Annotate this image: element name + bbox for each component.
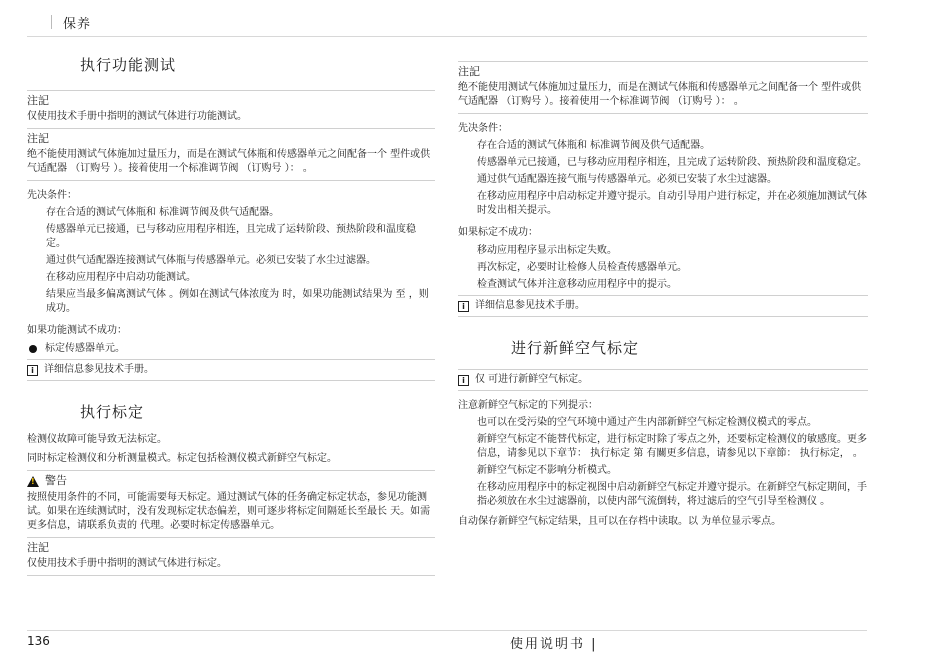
- info-text: 详细信息参见技术手册。: [44, 364, 154, 375]
- section-header: 保养: [63, 17, 92, 32]
- divider: [458, 113, 868, 114]
- divider: [27, 180, 435, 181]
- note-text: 绝不能使用测试气体施加过量压力，而是在测试气体瓶和传感器单元之间配备一个 型件或供气适配器 （订购号 ）。接着使用一个标准调节阀 （订购号 ）： 。: [27, 149, 431, 174]
- note-text: 仅使用技术手册中指明的测试气体进行功能测试。: [27, 111, 247, 122]
- warning-icon: !: [27, 476, 39, 487]
- right-column: [458, 61, 868, 529]
- prereq-item: 传感器单元已接通，已与移动应用程序相连，且完成了运转阶段、预热阶段和温度稳定。: [477, 157, 867, 168]
- notice-item: 新鲜空气标定不能替代标定，进行标定时除了零点之外，还要标定检测仪的敏感度。更多信息，请参见以下章节： 执行标定 第 有關更多信息，请参见以下章節： 执行标定， 。: [477, 434, 867, 459]
- prereq-item: 存在合适的测试气体瓶和 标准调节阀及供气适配器。: [477, 140, 711, 151]
- prereq-title: 先决条件：: [27, 190, 77, 201]
- heading-function-test: 执行功能测试: [80, 56, 177, 74]
- fail-title: 如果功能测试不成功：: [27, 325, 127, 336]
- divider: [27, 128, 435, 129]
- info-line: [458, 299, 868, 313]
- warning-title: 警告: [45, 474, 67, 487]
- divider: [458, 316, 868, 317]
- prereq-item: 在移动应用程序中启动功能测试。: [46, 272, 196, 283]
- divider: [458, 369, 868, 370]
- warning-header: [27, 474, 435, 488]
- warning-text: 按照使用条件的不同，可能需要每天标定。通过测试气体的任务确定标定状态，参见功能测试。如果在连续测试时，没有发现标定状态偏差，则可逐步将标定间隔延长至最长 天。如需更多信息，请联系负责的 代理。必要时标定传感器单元。: [27, 492, 431, 531]
- info-text: 详细信息参见技术手册。: [475, 300, 585, 311]
- prereq-item: 通过供气适配器连接测试气体瓶与传感器单元。必须已安装了水尘过滤器。: [46, 255, 376, 266]
- prereq-item: 结果应当最多偏离测试气体 。例如在测试气体浓度为 时，如果功能测试结果为 至 ，则成功。: [46, 289, 429, 314]
- page-number: 136: [27, 634, 50, 648]
- notice-title: 注意新鲜空气标定的下列提示：: [458, 400, 598, 411]
- prereq-item: 通过供气适配器连接气瓶与传感器单元。必须已安装了水尘过滤器。: [477, 174, 777, 185]
- info-text: 仅 可进行新鲜空气标定。: [475, 374, 589, 385]
- info-line: [458, 373, 868, 387]
- divider: [27, 380, 435, 381]
- header-divider: [51, 15, 52, 29]
- note-title: 注記: [27, 94, 49, 107]
- note-title: 注記: [27, 132, 49, 145]
- divider: [27, 470, 435, 471]
- info-icon: i: [27, 365, 38, 376]
- divider: [27, 90, 435, 91]
- heading-calibration: 执行标定: [80, 403, 145, 421]
- fail-title: 如果标定不成功：: [458, 227, 538, 238]
- fail-item: 再次标定，必要时让检修人员检查传感器单元。: [477, 262, 687, 273]
- top-rule: [27, 36, 867, 37]
- divider: [458, 61, 868, 62]
- prereq-title: 先决条件：: [458, 123, 508, 134]
- divider: [27, 575, 435, 576]
- note-title: 注記: [27, 541, 49, 554]
- divider: [458, 295, 868, 296]
- paragraph: 检测仪故障可能导致无法标定。: [27, 434, 167, 445]
- fail-bullet: [27, 342, 435, 356]
- fail-item: 检查测试气体并注意移动应用程序中的提示。: [477, 279, 677, 290]
- heading-fresh-air: 进行新鲜空气标定: [511, 339, 640, 357]
- notice-item: 也可以在受污染的空气环境中通过产生内部新鲜空气标定检测仪模式的零点。: [477, 417, 817, 428]
- closing-text: 自动保存新鲜空气标定结果，且可以在存档中读取。以 为单位显示零点。: [458, 516, 782, 527]
- notice-item: 在移动应用程序中的标定视图中启动新鲜空气标定并遵守提示。在新鲜空气标定期间，手指必须放在水尘过滤器前，以使内部气流倒转，将过滤后的空气引导至检测仪 。: [477, 482, 867, 507]
- notice-item: 新鲜空气标定不影响分析模式。: [477, 465, 617, 476]
- footer-title: 使用说明书 |: [510, 637, 598, 652]
- prereq-item: 存在合适的测试气体瓶和 标准调节阀及供气适配器。: [46, 207, 280, 218]
- note-text: 绝不能使用测试气体施加过量压力，而是在测试气体瓶和传感器单元之间配备一个 型件或供气适配器 （订购号 ）。接着使用一个标准调节阀 （订购号 ）： 。: [458, 82, 862, 107]
- footer-rule: [27, 630, 867, 631]
- divider: [27, 359, 435, 360]
- prereq-item: 在移动应用程序中启动标定并遵守提示。自动引导用户进行标定，并在必须施加测试气体时发出相关提示。: [477, 191, 867, 216]
- bullet-dot: [29, 345, 37, 353]
- info-line: [27, 363, 435, 377]
- divider: [27, 537, 435, 538]
- paragraph: 同时标定检测仪和分析测量模式。标定包括检测仪模式新鲜空气标定。: [27, 453, 337, 464]
- divider: [458, 390, 868, 391]
- fail-bullet-text: 标定传感器单元。: [45, 343, 125, 354]
- prereq-item: 传感器单元已接通，已与移动应用程序相连，且完成了运转阶段、预热阶段和温度稳定。: [46, 224, 416, 249]
- info-icon: i: [458, 301, 469, 312]
- info-icon: i: [458, 375, 469, 386]
- note-title: 注記: [458, 65, 480, 78]
- fail-item: 移动应用程序显示出标定失败。: [477, 245, 617, 256]
- note-text: 仅使用技术手册中指明的测试气体进行标定。: [27, 558, 227, 569]
- left-column: [27, 58, 435, 576]
